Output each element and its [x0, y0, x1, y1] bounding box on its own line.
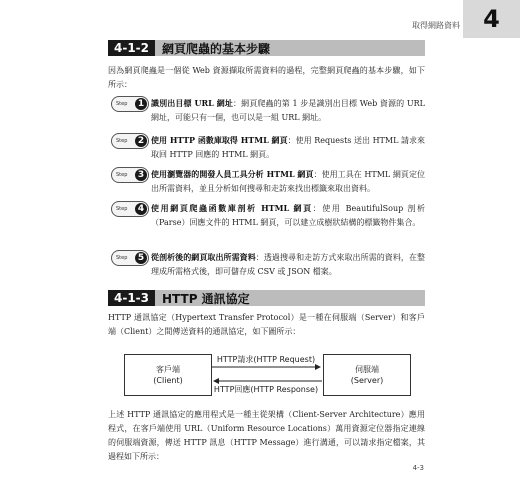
- step-heading: 從剖析後的網頁取出所需資料: [151, 252, 256, 262]
- section-outro-paragraph: 上述 HTTP 通訊協定的應用程式是一種主從架構（Client-Server Architecture）應用程式，在客戶端使用 URL（Uniform Resource Locations）萬用資源定位器指定連線的伺服端資源，傳送 HTTP 訊息（HTTP Message）進行溝通，可以請求指定檔案，其過程如下所示：: [108, 410, 425, 461]
- section-title: HTTP 通訊協定: [162, 291, 250, 306]
- step-badge-label: Step: [116, 101, 128, 107]
- step-badge-number: 3: [135, 169, 147, 181]
- server-box: [323, 354, 411, 396]
- step-heading: 使用網頁爬蟲函數庫剖析 HTML 網頁: [151, 203, 313, 213]
- step-badge: [111, 96, 149, 112]
- step-text: [151, 167, 425, 196]
- step-badge-label: Step: [116, 172, 128, 178]
- section-intro-paragraph: 因為網頁爬蟲是一個從 Web 資源擷取所需資料的過程，完整網頁爬蟲的基本步驟，如下所示：: [108, 66, 425, 89]
- chapter-number: 4: [483, 5, 500, 33]
- step-heading: 識別出目標 URL 網址: [151, 98, 233, 108]
- client-sublabel: (Client): [153, 376, 183, 385]
- chapter-tab: [463, 0, 520, 38]
- step-badge-label: Step: [116, 206, 128, 212]
- step-text: [151, 250, 425, 279]
- step-description: ：網頁爬蟲的第 1 步是識別出目標 Web 資源的 URL 網址，可能只有一個，也可以是一組 URL 網址。: [151, 99, 425, 122]
- section-title: 網頁爬蟲的基本步驟: [162, 41, 271, 56]
- running-header: 取得網路資料: [412, 21, 460, 30]
- step-badge: [111, 167, 149, 183]
- step-badge-number: 2: [135, 135, 147, 147]
- page-number: 4-3: [412, 464, 424, 472]
- client-box: [124, 354, 212, 396]
- step-text: [151, 201, 425, 230]
- step-text: [151, 96, 425, 125]
- section-number: 4-1-3: [108, 290, 155, 306]
- server-label: 伺服端: [355, 365, 379, 374]
- step-text: [151, 133, 425, 162]
- section-heading-4-1-2: [108, 40, 425, 56]
- step-description: ：透過搜尋和走訪方式來取出所需的資料，在整理成所需格式後，即可儲存成 CSV 或 JSON 檔案。: [151, 253, 426, 276]
- step-badge-label: Step: [116, 138, 128, 144]
- step-badge-number: 5: [135, 252, 147, 264]
- step-description: ：使用工具在 HTML 網頁定位出所需資料，並且分析如何搜尋和走訪來找出標籤來取出資料。: [151, 170, 425, 193]
- step-heading: 使用 HTTP 函數庫取得 HTML 網頁: [151, 135, 288, 145]
- step-description: ：使用 Requests 送出 HTML 請求來取回 HTTP 回應的 HTML 網頁。: [151, 136, 425, 159]
- step-badge-label: Step: [116, 255, 128, 261]
- step-badge: [111, 133, 149, 149]
- step-description: ：使用 BeautifulSoup 剖析（Parse）回應文件的 HTML 網頁，可以建立成樹狀結構的標籤物件集合。: [151, 204, 425, 227]
- step-badge: [111, 250, 149, 266]
- request-label: HTTP請求(HTTP Request): [216, 355, 316, 364]
- client-label: 客戶端: [156, 365, 180, 374]
- response-label: HTTP回應(HTTP Response): [213, 385, 319, 394]
- section-intro-paragraph: HTTP 通訊協定（Hypertext Transfer Protocol）是一種在伺服端（Server）和客戶端（Client）之間傳送資料的通訊協定，如下圖所示：: [108, 313, 425, 336]
- step-badge-number: 4: [135, 203, 147, 215]
- server-sublabel: (Server): [350, 376, 384, 385]
- section-number: 4-1-2: [108, 40, 155, 56]
- step-heading: 使用瀏覽器的開發人員工具分析 HTML 網頁: [151, 169, 314, 179]
- step-badge: [111, 201, 149, 217]
- step-badge-number: 1: [135, 98, 147, 110]
- section-heading-4-1-3: [108, 290, 425, 306]
- http-diagram: [108, 346, 425, 402]
